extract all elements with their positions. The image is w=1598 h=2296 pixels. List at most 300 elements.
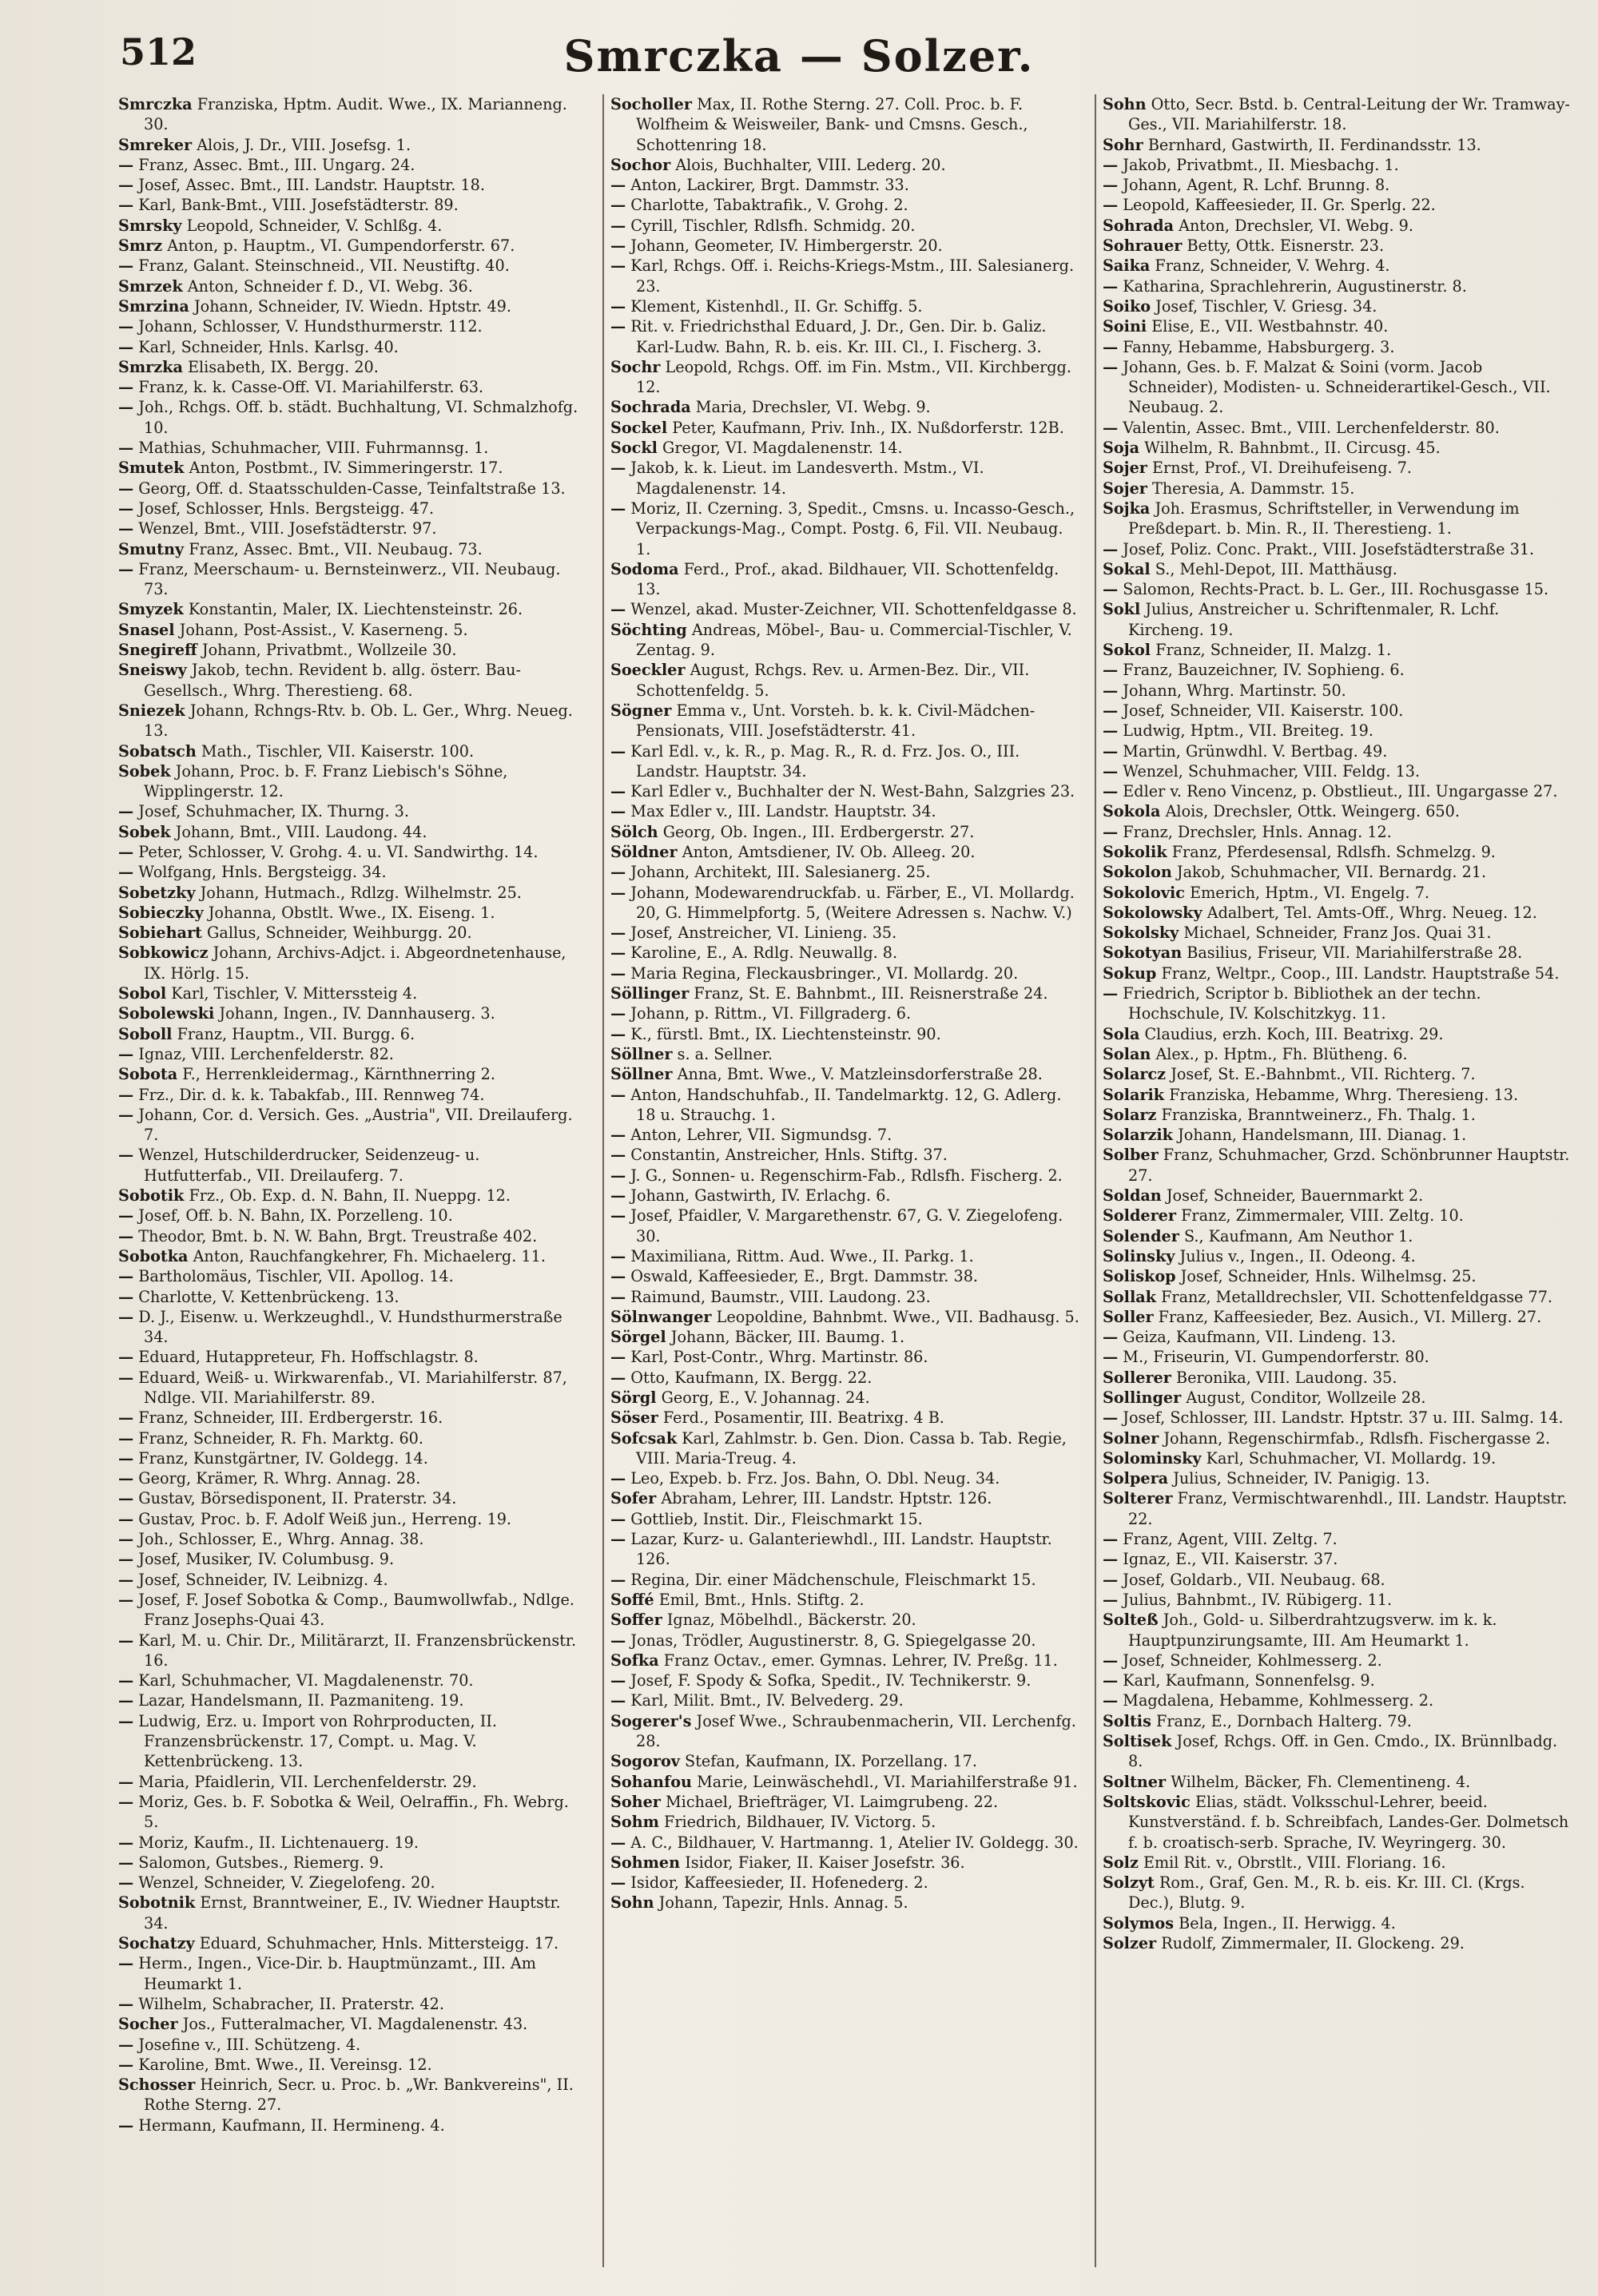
entry-surname: Söllner <box>610 1065 673 1084</box>
entry-details: Ferd., Posamentir, III. Beatrixg. 4 B. <box>662 1408 944 1428</box>
entry-details: Isidor, Fiaker, II. Kaiser Josefstr. 36. <box>685 1853 965 1872</box>
entry-surname: — <box>1103 539 1119 558</box>
directory-entry <box>118 458 588 478</box>
entry-surname: Solender <box>1103 1226 1179 1245</box>
directory-entry <box>1103 1933 1572 1953</box>
entry-details: Josef, Schneider, IV. Leibnizg. 4. <box>138 1570 388 1589</box>
entry-details: Anna, Bmt. Wwe., V. Matzleinsdorferstraße 28. <box>677 1065 1043 1084</box>
entry-details: Joh., Rchgs. Off. b. städt. Buchhaltung, VI. Schmalzhofg. 10. <box>138 398 578 437</box>
directory-entry <box>1103 296 1572 316</box>
directory-entry <box>610 620 1080 661</box>
entry-surname: — <box>118 1287 134 1306</box>
entry-details: Ludwig, Hptm., VII. Breiteg. 19. <box>1123 721 1373 741</box>
directory-entry <box>1103 1085 1572 1105</box>
directory-entry <box>118 155 588 175</box>
entry-surname: — <box>118 1550 134 1569</box>
entry-surname: — <box>610 1833 626 1852</box>
directory-entry <box>1103 357 1572 418</box>
directory-entry <box>610 155 1080 175</box>
entry-details: Franz, Galant. Steinschneid., VII. Neustiftg. 40. <box>138 256 510 276</box>
entry-surname: Sokal <box>1103 559 1151 578</box>
entry-details: M., Friseurin, VI. Gumpendorferstr. 80. <box>1123 1348 1429 1367</box>
entry-surname: — <box>610 459 626 478</box>
entry-surname: Sniezek <box>118 701 185 720</box>
directory-entry <box>118 822 588 842</box>
entry-details: Georg, Off. d. Staatsschulden-Casse, Teinfaltstraße 13. <box>138 479 566 498</box>
directory-entry <box>610 781 1080 801</box>
entry-surname: — <box>610 863 626 882</box>
directory-entry <box>1103 1570 1572 1590</box>
entry-surname: — <box>610 924 626 943</box>
entry-surname: — <box>118 1267 134 1286</box>
entry-surname: — <box>610 1469 626 1488</box>
entry-surname: Soltis <box>1103 1711 1151 1730</box>
entry-surname: Sohrauer <box>1103 236 1183 256</box>
entry-surname: — <box>1103 1550 1119 1569</box>
directory-entry <box>1103 1287 1572 1307</box>
directory-entry <box>118 1792 588 1833</box>
entry-surname: — <box>1103 741 1119 761</box>
entry-details: Franz, Schneider, II. Malzg. 1. <box>1155 641 1392 660</box>
entry-surname: — <box>118 1448 134 1468</box>
entry-details: Elisabeth, IX. Bergg. 20. <box>188 357 379 376</box>
entry-details: Adalbert, Tel. Amts-Off., Whrg. Neueg. 12. <box>1206 903 1537 922</box>
entry-surname: — <box>118 802 134 821</box>
entry-details: Josef, Schlosser, III. Landstr. Hptstr. 37 u. III. Salmg. 14. <box>1123 1408 1564 1428</box>
directory-entry <box>610 1388 1080 1408</box>
entry-details: Bernhard, Gastwirth, II. Ferdinandsstr. 13. <box>1147 135 1481 154</box>
entry-surname: Smyzek <box>118 600 184 619</box>
directory-entry <box>1103 721 1572 741</box>
entry-surname: Sogerer's <box>610 1711 692 1730</box>
entry-details: Bela, Ingen., II. Herwigg. 4. <box>1179 1913 1396 1933</box>
directory-entry <box>1103 458 1572 478</box>
directory-entry <box>610 599 1080 619</box>
entry-surname: Snegireff <box>118 641 197 660</box>
entry-details: Karl, Tischler, V. Mitterssteig 4. <box>171 984 418 1003</box>
directory-entry <box>1103 1044 1572 1064</box>
directory-entry <box>118 1549 588 1569</box>
directory-entry <box>118 620 588 640</box>
directory-entry <box>1103 1670 1572 1690</box>
entry-details: Franz, Assec. Bmt., VII. Neubaug. 73. <box>189 539 483 558</box>
directory-entry <box>1103 1731 1572 1772</box>
entry-details: Otto, Kaufmann, IX. Bergg. 22. <box>630 1368 873 1387</box>
entry-surname: Sojer <box>1103 479 1147 498</box>
entry-details: Abraham, Lehrer, III. Landstr. Hptstr. 126. <box>661 1489 992 1508</box>
entry-surname: Smutny <box>118 539 185 558</box>
entry-details: Oswald, Kaffeesieder, E., Brgt. Dammstr. 38. <box>630 1267 979 1286</box>
directory-entry <box>610 94 1080 155</box>
directory-entry <box>118 903 588 923</box>
entry-details: Franz, Zimmermaler, VIII. Zeltg. 10. <box>1181 1206 1464 1225</box>
entry-details: Anton, Handschuhfab., II. Tandelmarktg. 12, G. Adlerg. 18 u. Strauchg. 1. <box>630 1085 1062 1124</box>
entry-surname: — <box>610 236 626 256</box>
directory-entry <box>118 2035 588 2055</box>
entry-details: Emma v., Unt. Vorsteh. b. k. k. Civil-Mädchen-Pensionats, VIII. Josefstädterstr. 41. <box>636 701 1036 741</box>
entry-details: Jos., Futteralmacher, VI. Magdalenenstr. 43. <box>182 2015 528 2034</box>
entry-details: Wenzel, Bmt., VIII. Josefstädterstr. 97. <box>138 519 437 538</box>
directory-entry <box>1103 1064 1572 1084</box>
entry-surname: Smrsky <box>118 216 182 235</box>
entry-surname: Söchting <box>610 620 687 639</box>
directory-entry <box>610 1711 1080 1752</box>
entry-surname: — <box>1103 1408 1119 1428</box>
directory-entry <box>1103 943 1572 963</box>
directory-entry <box>118 397 588 438</box>
entry-surname: — <box>610 317 626 336</box>
directory-entry <box>610 1307 1080 1327</box>
entry-surname: Sokolsky <box>1103 924 1179 943</box>
entry-surname: — <box>118 1994 134 2013</box>
entry-details: Ludwig, Erz. u. Import von Rohrproducten, II. Franzensbrückenstr. 17, Compt. u. Mag. V. Kettenbrückeng. 13. <box>138 1711 498 1771</box>
entry-surname: Solarz <box>1103 1105 1157 1124</box>
directory-entry <box>1103 701 1572 721</box>
entry-details: Lazar, Kurz- u. Galanteriewhdl., III. Landstr. Hauptstr. 126. <box>630 1530 1052 1569</box>
directory-entry <box>118 1690 588 1710</box>
entry-details: Joh. Erasmus, Schriftsteller, in Verwendung im Preßdepart. b. Min. R., II. Therestieng. 1. <box>1128 499 1520 538</box>
entry-details: Josef, Goldarb., VII. Neubaug. 68. <box>1123 1570 1385 1589</box>
directory-entry <box>610 1368 1080 1388</box>
entry-surname: Solterer <box>1103 1489 1173 1508</box>
directory-entry <box>1103 741 1572 761</box>
entry-surname: Sokola <box>1103 802 1161 821</box>
entry-details: Franz, Vermischtwarenhdl., III. Landstr. Hauptstr. 22. <box>1128 1489 1568 1528</box>
entry-details: K., fürstl. Bmt., IX. Liechtensteinstr. 90. <box>630 1024 941 1043</box>
entry-surname: — <box>610 1126 626 1145</box>
entry-surname: — <box>610 1348 626 1367</box>
directory-entry <box>1103 640 1572 660</box>
entry-surname: — <box>118 256 134 276</box>
entry-surname: Solz <box>1103 1853 1139 1872</box>
entry-surname: — <box>118 176 134 195</box>
entry-details: Josef, Schneider, Bauernmarkt 2. <box>1166 1186 1424 1206</box>
entry-surname: — <box>118 1206 134 1225</box>
entry-details: Jonas, Trödler, Augustinerstr. 8, G. Spiegelgasse 20. <box>630 1631 1036 1650</box>
entry-surname: Schosser <box>118 2076 196 2095</box>
entry-details: Johann, Ges. b. F. Malzat & Soini (vorm. Jacob Schneider), Modisten- u. Schneiderartikel-Gesch., VII. Neubaug. 2. <box>1123 357 1551 417</box>
directory-columns <box>118 94 1572 2267</box>
entry-details: Katharina, Sprachlehrerin, Augustinerstr. 8. <box>1123 276 1467 296</box>
directory-entry <box>610 1690 1080 1710</box>
entry-surname: — <box>610 1570 626 1589</box>
entry-details: Johann, Regenschirmfab., Rdlsfh. Fischergasse 2. <box>1163 1428 1551 1448</box>
directory-entry <box>610 397 1080 417</box>
entry-surname: Sohm <box>610 1813 659 1832</box>
entry-details: Johann, Archivs-Adjct. i. Abgeordnetenhause, IX. Hörlg. 15. <box>144 943 566 983</box>
entry-details: Franz, St. E. Bahnbmt., III. Reisnerstraße 24. <box>694 984 1048 1003</box>
entry-details: Franz, E., Dornbach Halterg. 79. <box>1156 1711 1412 1730</box>
entry-surname: Sojer <box>1103 459 1147 478</box>
directory-entry <box>610 499 1080 559</box>
directory-entry <box>1103 316 1572 336</box>
directory-entry <box>118 1448 588 1468</box>
directory-entry <box>1103 1448 1572 1468</box>
directory-entry <box>118 701 588 741</box>
directory-entry <box>610 943 1080 963</box>
entry-details: Karl, Kaufmann, Sonnenfelsg. 9. <box>1123 1671 1375 1690</box>
entry-surname: — <box>118 2115 134 2135</box>
entry-surname: — <box>1103 196 1119 215</box>
entry-surname: Sobotka <box>118 1246 189 1265</box>
directory-entry <box>610 801 1080 821</box>
entry-surname: Sochatzy <box>118 1934 195 1953</box>
entry-surname: — <box>118 863 134 882</box>
entry-surname: Sobol <box>118 984 167 1003</box>
entry-details: Mathias, Schuhmacher, VIII. Fuhrmannsg. 1. <box>138 439 489 458</box>
entry-details: Emerich, Hptm., VI. Engelg. 7. <box>1190 883 1430 902</box>
entry-surname: — <box>118 1590 134 1609</box>
entry-surname: — <box>610 296 626 316</box>
entry-details: Wenzel, Hutschilderdrucker, Seidenzeug- u. Hutfutterfab., VII. Dreilauferg. 7. <box>138 1146 480 1185</box>
directory-entry <box>610 1631 1080 1650</box>
entry-details: Franz, Assec. Bmt., III. Ungarg. 24. <box>138 155 415 174</box>
entry-details: Franz, Bauzeichner, IV. Sophieng. 6. <box>1123 661 1405 680</box>
directory-entry <box>610 1166 1080 1186</box>
entry-details: Franziska, Branntweinerz., Fh. Thalg. 1. <box>1161 1105 1476 1124</box>
entry-surname: Solber <box>1103 1146 1159 1165</box>
entry-surname: Sögner <box>610 701 672 720</box>
entry-details: Ernst, Prof., VI. Dreihufeiseng. 7. <box>1152 459 1413 478</box>
entry-details: Georg, E., V. Johannag. 24. <box>661 1388 870 1407</box>
entry-surname: — <box>118 155 134 174</box>
directory-entry <box>1103 761 1572 781</box>
entry-surname: — <box>1103 155 1119 174</box>
entry-details: Alois, Drechsler, Ottk. Weingerg. 650. <box>1165 802 1460 821</box>
entry-surname: Sörgl <box>610 1388 657 1407</box>
entry-surname: Sokolon <box>1103 863 1172 882</box>
entry-details: Josef, Pfaidler, V. Margarethenstr. 67, G. V. Ziegelofeng. 30. <box>630 1206 1063 1245</box>
entry-details: Rit. v. Friedrichsthal Eduard, J. Dr., Gen. Dir. b. Galiz. Karl-Ludw. Bahn, R. b. eis. Kr. III. Cl., I. Fischerg. 3. <box>630 317 1047 356</box>
entry-details: Josef, Schlosser, Hnls. Bergsteigg. 47. <box>138 499 435 518</box>
entry-details: Jakob, Privatbmt., II. Miesbachg. 1. <box>1123 155 1399 174</box>
directory-entry <box>610 256 1080 296</box>
directory-entry <box>610 1085 1080 1126</box>
entry-surname: Soller <box>1103 1307 1154 1326</box>
entry-details: Jakob, techn. Revident b. allg. österr. Bau-Gesellsch., Whrg. Therestieng. 68. <box>144 661 521 700</box>
directory-entry <box>118 801 588 821</box>
entry-details: Julius, Bahnbmt., IV. Rübigerg. 11. <box>1123 1590 1393 1609</box>
entry-surname: — <box>118 1489 134 1508</box>
directory-entry <box>610 236 1080 256</box>
entry-surname: — <box>118 1509 134 1528</box>
entry-details: Marie, Leinwäschehdl., VI. Mariahilferstraße 91. <box>697 1772 1078 1791</box>
entry-surname: Söllner <box>610 1044 673 1063</box>
directory-entry <box>118 1206 588 1225</box>
entry-details: Josef, F. Spody & Sofka, Spedit., IV. Technikerstr. 9. <box>630 1671 1032 1690</box>
entry-surname: — <box>118 1428 134 1448</box>
directory-entry <box>1103 1266 1572 1286</box>
directory-entry <box>1103 862 1572 882</box>
entry-surname: Sobotik <box>118 1186 185 1206</box>
directory-entry <box>610 1287 1080 1307</box>
entry-details: Joh., Schlosser, E., Whrg. Annag. 38. <box>138 1530 424 1549</box>
entry-surname: — <box>118 1368 134 1387</box>
entry-surname: — <box>118 1146 134 1165</box>
entry-details: Lazar, Handelsmann, II. Pazmaniteng. 19. <box>138 1691 464 1710</box>
entry-details: Josef, Off. b. N. Bahn, IX. Porzelleng. 10. <box>138 1206 453 1225</box>
entry-details: Moriz, Ges. b. F. Sobotka & Weil, Oelraffin., Fh. Webrg. 5. <box>138 1792 569 1832</box>
entry-details: Karl, Milit. Bmt., IV. Belvederg. 29. <box>630 1691 904 1710</box>
directory-entry <box>1103 579 1572 599</box>
entry-details: Alois, J. Dr., VIII. Josefsg. 1. <box>197 135 411 154</box>
directory-entry <box>1103 236 1572 256</box>
directory-entry <box>610 195 1080 215</box>
entry-details: Josef, F. Josef Sobotka & Comp., Baumwollwfab., Ndlge. Franz Josephs-Quai 43. <box>138 1590 574 1630</box>
entry-details: Johann, Geometer, IV. Himbergerstr. 20. <box>630 236 943 256</box>
directory-entry <box>118 1085 588 1105</box>
entry-details: Josef, Schneider, Hnls. Wilhelmsg. 25. <box>1180 1267 1477 1286</box>
entry-surname: — <box>118 439 134 458</box>
entry-details: Michael, Briefträger, VI. Laimgrubeng. 22. <box>666 1792 999 1811</box>
directory-entry <box>610 1590 1080 1610</box>
entry-surname: Söldner <box>610 842 678 861</box>
entry-surname: — <box>1103 1570 1119 1589</box>
entry-details: Valentin, Assec. Bmt., VIII. Lerchenfelderstr. 80. <box>1123 418 1500 437</box>
entry-details: Andreas, Möbel-, Bau- u. Commercial-Tischler, V. Zentag. 9. <box>636 620 1072 660</box>
entry-details: Raimund, Baumstr., VIII. Laudong. 23. <box>630 1287 931 1306</box>
entry-details: Anton, Rauchfangkehrer, Fh. Michaelerg. 11. <box>193 1246 546 1265</box>
entry-surname: — <box>1103 681 1119 700</box>
directory-entry <box>610 1570 1080 1590</box>
entry-surname: Soja <box>1103 439 1140 458</box>
directory-entry <box>1103 963 1572 983</box>
entry-details: Johann, Handelsmann, III. Dianag. 1. <box>1178 1126 1467 1145</box>
entry-surname: — <box>118 1307 134 1326</box>
entry-details: Frz., Ob. Exp. d. N. Bahn, II. Nueppg. 12. <box>189 1186 511 1206</box>
entry-surname: — <box>610 741 626 761</box>
directory-entry <box>118 1266 588 1286</box>
entry-surname: Sohn <box>610 1893 654 1913</box>
entry-details: Franz, Pferdesensal, Rdlsfh. Schmelzg. 9. <box>1171 842 1496 861</box>
entry-surname: — <box>610 782 626 801</box>
entry-details: Gustav, Börsedisponent, II. Praterstr. 34. <box>138 1489 457 1508</box>
entry-details: Rom., Graf, Gen. M., R. b. eis. Kr. III. Cl. (Krgs. Dec.), Blutg. 9. <box>1128 1873 1525 1913</box>
entry-details: Wolfgang, Hnls. Bergsteigg. 34. <box>138 863 387 882</box>
directory-entry <box>610 1044 1080 1064</box>
directory-entry <box>118 1853 588 1873</box>
directory-entry <box>610 1812 1080 1832</box>
directory-entry <box>118 1428 588 1448</box>
directory-entry <box>610 1751 1080 1771</box>
entry-details: Ignaz, VIII. Lerchenfelderstr. 82. <box>138 1044 394 1063</box>
entry-surname: Sohanfou <box>610 1772 692 1791</box>
directory-entry <box>118 1408 588 1428</box>
entry-details: Basilius, Friseur, VII. Mariahilferstraße 28. <box>1187 943 1523 963</box>
directory-entry <box>1103 418 1572 438</box>
directory-entry <box>610 1428 1080 1469</box>
directory-entry <box>610 862 1080 882</box>
directory-entry <box>118 1873 588 1893</box>
directory-entry <box>610 1064 1080 1084</box>
directory-entry <box>118 256 588 276</box>
directory-entry <box>610 1408 1080 1428</box>
entry-details: Salomon, Gutsbes., Riemerg. 9. <box>138 1853 384 1872</box>
directory-entry <box>1103 903 1572 923</box>
directory-entry <box>118 1570 588 1590</box>
entry-surname: — <box>610 1671 626 1690</box>
entry-details: Jakob, k. k. Lieut. im Landesverth. Mstm., VI. Magdalenenstr. 14. <box>630 459 984 498</box>
entry-details: S., Kaufmann, Am Neuthor 1. <box>1183 1226 1413 1245</box>
entry-surname: Soher <box>610 1792 661 1811</box>
entry-surname: Sokotyan <box>1103 943 1183 963</box>
entry-details: Johann, Schneider, IV. Wiedn. Hptstr. 49. <box>193 296 511 316</box>
entry-surname: Socholler <box>610 95 692 113</box>
entry-details: Johann, Proc. b. F. Franz Liebisch's Söhne, Wipplingerstr. 12. <box>144 761 508 801</box>
directory-entry <box>610 438 1080 458</box>
directory-entry <box>118 842 588 862</box>
directory-entry <box>610 1347 1080 1367</box>
entry-surname: Solteß <box>1103 1611 1159 1630</box>
entry-surname: Solzyt <box>1103 1873 1155 1893</box>
entry-details: Josef, Poliz. Conc. Prakt., VIII. Josefstädterstraße 31. <box>1123 539 1535 558</box>
directory-entry <box>118 1044 588 1064</box>
directory-entry <box>1103 1529 1572 1549</box>
directory-entry <box>610 1145 1080 1165</box>
entry-surname: — <box>1103 1650 1119 1670</box>
directory-entry <box>1103 1206 1572 1225</box>
entry-surname: Sobieczky <box>118 903 204 922</box>
directory-entry <box>118 438 588 458</box>
directory-entry <box>1103 660 1572 680</box>
entry-surname: Soltner <box>1103 1772 1167 1791</box>
entry-surname: — <box>118 1833 134 1852</box>
entry-details: Johann, Privatbmt., Wollzeile 30. <box>201 641 457 660</box>
entry-surname: Soffé <box>610 1590 654 1609</box>
entry-details: Franz Octav., emer. Gymnas. Lehrer, IV. Preßg. 11. <box>663 1650 1058 1670</box>
directory-entry <box>118 1893 588 1933</box>
entry-surname: — <box>118 1631 134 1650</box>
directory-entry <box>118 1368 588 1408</box>
entry-surname: — <box>1103 580 1119 599</box>
directory-entry <box>118 518 588 538</box>
directory-entry <box>118 1994 588 2014</box>
entry-details: Johann, Agent, R. Lchf. Brunng. 8. <box>1123 176 1390 195</box>
directory-entry <box>1103 1024 1572 1044</box>
entry-surname: Sokolowsky <box>1103 903 1202 922</box>
entry-details: Herm., Ingen., Vice-Dir. b. Hauptmünzamt., III. Am Heumarkt 1. <box>138 1954 536 1993</box>
directory-entry <box>1103 681 1572 701</box>
directory-entry <box>610 175 1080 195</box>
entry-details: Ferd., Prof., akad. Bildhauer, VII. Schottenfeldg. 13. <box>636 559 1059 599</box>
entry-details: Eduard, Weiß- u. Wirkwarenfab., VI. Mariahilferstr. 87, Ndlge. VII. Mariahilferstr. 89. <box>138 1368 567 1407</box>
directory-entry <box>1103 94 1572 135</box>
directory-entry <box>1103 781 1572 801</box>
directory-entry <box>118 2115 588 2135</box>
entry-surname: Smrzina <box>118 296 189 316</box>
entry-surname: — <box>1103 1590 1119 1609</box>
directory-entry <box>118 236 588 256</box>
directory-entry <box>118 337 588 357</box>
entry-details: Johann, Post-Assist., V. Kaserneng. 5. <box>179 620 468 639</box>
entry-surname: — <box>118 1469 134 1488</box>
entry-details: Franz, Kunstgärtner, IV. Goldegg. 14. <box>138 1448 428 1468</box>
directory-entry <box>1103 822 1572 842</box>
directory-entry <box>1103 1853 1572 1873</box>
entry-surname: — <box>118 1408 134 1428</box>
entry-details: s. a. Sellner. <box>677 1044 773 1063</box>
directory-entry <box>610 1003 1080 1023</box>
directory-entry <box>1103 1873 1572 1913</box>
directory-entry <box>118 660 588 701</box>
directory-entry <box>118 983 588 1003</box>
entry-details: Regina, Dir. einer Mädchenschule, Fleischmarkt 15. <box>630 1570 1036 1589</box>
entry-details: Konstantin, Maler, IX. Liechtensteinstr. 26. <box>188 600 523 619</box>
directory-entry <box>610 701 1080 741</box>
directory-entry <box>1103 479 1572 499</box>
entry-surname: — <box>118 1085 134 1104</box>
directory-entry <box>610 883 1080 924</box>
